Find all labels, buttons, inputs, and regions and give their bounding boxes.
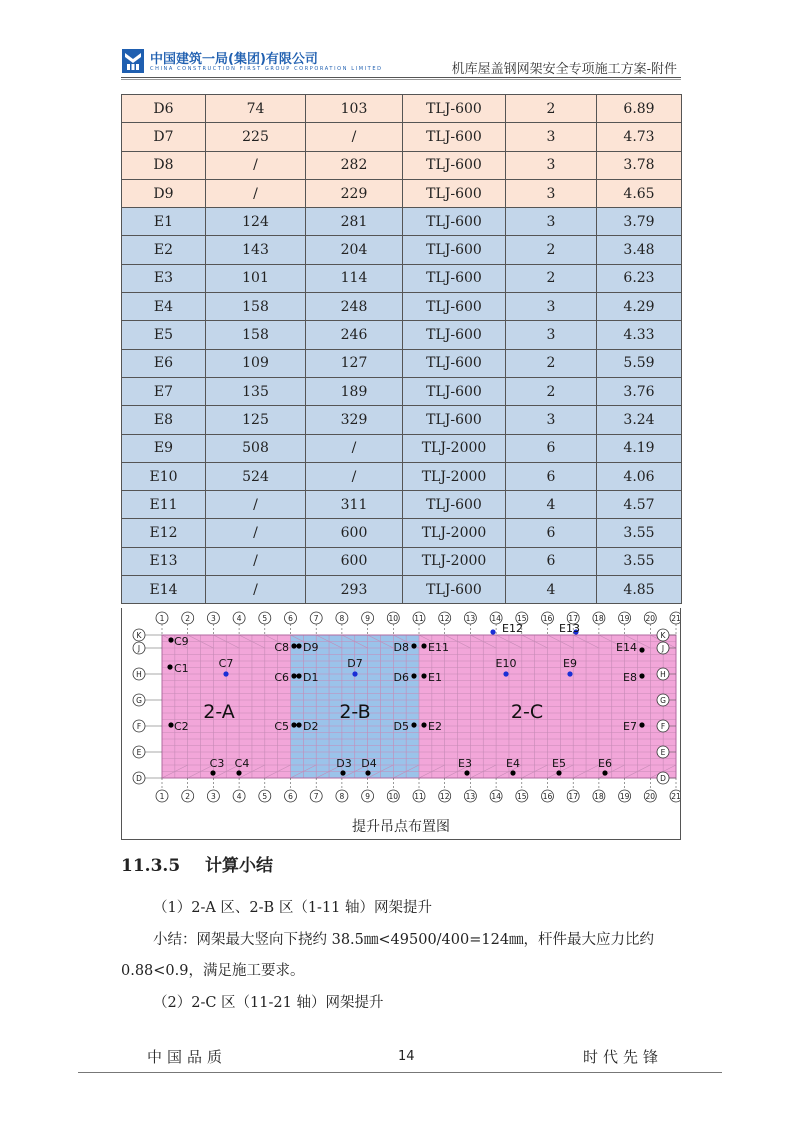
cell-point-id: D8 <box>122 151 206 179</box>
paragraph-summary-line2: 0.88<0.9，满足施工要求。 <box>121 963 305 979</box>
cell-point-id: E6 <box>122 349 206 377</box>
lift-point-marker <box>296 643 301 648</box>
cell-load-value-2: 229 <box>306 179 403 207</box>
footer-rule <box>78 1072 722 1073</box>
axis-letter-label: H <box>660 670 666 679</box>
cell-jack-model: TLJ-600 <box>403 208 506 236</box>
cell-point-id: E13 <box>122 547 206 575</box>
document-title: 机库屋盖钢网架安全专项施工方案-附件 <box>451 62 677 77</box>
lift-point-marker <box>296 722 301 727</box>
table-row <box>122 491 682 519</box>
table-row <box>122 179 682 207</box>
cell-load-value-2: 127 <box>306 349 403 377</box>
lift-point-marker <box>168 722 173 727</box>
lift-point-marker <box>365 770 370 775</box>
axis-number-label: 19 <box>619 792 630 801</box>
table-row <box>122 576 682 604</box>
cell-point-id: E3 <box>122 264 206 292</box>
cell-jack-count: 4 <box>506 491 597 519</box>
cell-jack-count: 6 <box>506 519 597 547</box>
lift-point-marker <box>168 637 173 642</box>
cell-load-value-1: 508 <box>206 434 306 462</box>
lift-point-label: D3 <box>336 757 352 770</box>
cell-load-value-1: 158 <box>206 293 306 321</box>
lift-point-label: C3 <box>209 757 225 770</box>
axis-letter-label: F <box>660 722 666 731</box>
footer-slogan-right: 时代先锋 <box>583 1048 664 1066</box>
lift-point-label: E10 <box>495 657 517 670</box>
lift-point-marker <box>556 770 561 775</box>
axis-number-label: 19 <box>619 614 630 623</box>
cell-load-value-2: 293 <box>306 576 403 604</box>
axis-number-label: 15 <box>517 614 527 623</box>
axis-letter-label: D <box>660 774 666 783</box>
lift-point-marker <box>639 722 644 727</box>
lift-point-label: D8 <box>393 641 409 654</box>
cell-load-value-1: 143 <box>206 236 306 264</box>
lift-point-marker <box>421 722 426 727</box>
axis-number-label: 10 <box>388 614 399 623</box>
axis-letter-label: D <box>136 774 142 783</box>
cell-point-id: E11 <box>122 491 206 519</box>
lift-point-label: D7 <box>347 657 363 670</box>
cell-load-value-1: / <box>206 519 306 547</box>
lift-point-marker <box>490 629 495 634</box>
lift-point-label: D9 <box>303 641 319 654</box>
cell-load-value-2: 600 <box>306 547 403 575</box>
axis-letter-label: J <box>137 644 141 653</box>
axis-letter-label: E <box>136 748 142 757</box>
lift-point-marker <box>352 671 357 676</box>
cell-jack-model: TLJ-2000 <box>403 434 506 462</box>
cell-load-value-2: 103 <box>306 95 403 123</box>
table-row <box>122 151 682 179</box>
cell-safety-ratio: 4.57 <box>597 491 682 519</box>
table-row <box>122 349 682 377</box>
header-rule <box>121 77 681 78</box>
lift-point-marker <box>411 643 416 648</box>
cell-load-value-1: / <box>206 179 306 207</box>
lift-point-label: E12 <box>502 622 523 635</box>
cell-point-id: D6 <box>122 95 206 123</box>
cell-load-value-2: 189 <box>306 377 403 405</box>
axis-number-label: 5 <box>262 614 268 623</box>
cell-safety-ratio: 4.29 <box>597 293 682 321</box>
lift-point-label: C6 <box>274 671 289 684</box>
table-row <box>122 208 682 236</box>
lift-point-label: E3 <box>458 757 472 770</box>
cell-safety-ratio: 5.59 <box>597 349 682 377</box>
cell-jack-count: 3 <box>506 151 597 179</box>
cell-load-value-2: 600 <box>306 519 403 547</box>
lift-point-marker <box>639 647 644 652</box>
cell-jack-model: TLJ-600 <box>403 377 506 405</box>
cell-jack-model: TLJ-2000 <box>403 547 506 575</box>
cell-point-id: E5 <box>122 321 206 349</box>
company-name-cn: 中国建筑一局(集团)有限公司 <box>150 52 318 67</box>
lift-point-marker <box>210 770 215 775</box>
lift-point-label: C2 <box>174 720 189 733</box>
axis-number-label: 9 <box>365 614 370 623</box>
lift-point-label: E14 <box>616 641 637 654</box>
cell-jack-count: 2 <box>506 377 597 405</box>
axis-number-label: 21 <box>671 792 680 801</box>
cell-safety-ratio: 4.73 <box>597 123 682 151</box>
lift-point-label: C8 <box>274 641 289 654</box>
table-row <box>122 519 682 547</box>
axis-number-label: 20 <box>645 614 656 623</box>
lift-point-label: D2 <box>303 720 319 733</box>
lift-point-label: C7 <box>218 657 234 670</box>
cell-safety-ratio: 3.24 <box>597 406 682 434</box>
cell-load-value-2: 246 <box>306 321 403 349</box>
cell-jack-count: 2 <box>506 236 597 264</box>
axis-number-label: 21 <box>671 614 680 623</box>
cell-load-value-2: 329 <box>306 406 403 434</box>
lift-point-label: E8 <box>623 671 637 684</box>
lift-point-marker <box>639 673 644 678</box>
cell-load-value-1: 74 <box>206 95 306 123</box>
cell-jack-model: TLJ-600 <box>403 406 506 434</box>
axis-number-label: 16 <box>542 614 553 623</box>
cell-jack-model: TLJ-600 <box>403 236 506 264</box>
cell-load-value-2: 281 <box>306 208 403 236</box>
cell-load-value-1: 225 <box>206 123 306 151</box>
lift-point-marker <box>503 671 508 676</box>
cell-point-id: D9 <box>122 179 206 207</box>
lift-point-label: E1 <box>428 671 442 684</box>
axis-number-label: 12 <box>439 614 450 623</box>
zone-label: 2-C <box>510 701 544 723</box>
axis-number-label: 10 <box>388 792 399 801</box>
lift-point-marker <box>340 770 345 775</box>
company-name-en: CHINA CONSTRUCTION FIRST GROUP CORPORATION LIMITED <box>150 66 383 72</box>
cell-jack-model: TLJ-600 <box>403 95 506 123</box>
cell-point-id: D7 <box>122 123 206 151</box>
cell-safety-ratio: 3.55 <box>597 519 682 547</box>
cell-jack-model: TLJ-2000 <box>403 519 506 547</box>
cell-point-id: E2 <box>122 236 206 264</box>
cell-jack-model: TLJ-600 <box>403 179 506 207</box>
cell-safety-ratio: 3.79 <box>597 208 682 236</box>
lift-point-marker <box>421 673 426 678</box>
cell-safety-ratio: 3.55 <box>597 547 682 575</box>
axis-number-label: 8 <box>339 792 345 801</box>
cell-safety-ratio: 3.76 <box>597 377 682 405</box>
cell-load-value-2: / <box>306 462 403 490</box>
axis-letter-label: E <box>660 748 666 757</box>
lift-point-marker <box>567 671 572 676</box>
lift-point-label: D5 <box>393 720 409 733</box>
axis-number-label: 13 <box>465 792 476 801</box>
table-row <box>122 434 682 462</box>
axis-number-label: 18 <box>594 792 604 801</box>
cell-load-value-2: 248 <box>306 293 403 321</box>
axis-number-label: 2 <box>185 614 191 623</box>
section-heading <box>121 851 273 876</box>
cell-jack-count: 6 <box>506 434 597 462</box>
axis-number-label: 2 <box>185 792 191 801</box>
axis-number-label: 1 <box>159 792 165 801</box>
diagram-caption: 提升吊点布置图 <box>352 819 450 835</box>
cell-jack-count: 6 <box>506 547 597 575</box>
cell-jack-count: 2 <box>506 95 597 123</box>
axis-number-label: 7 <box>313 614 319 623</box>
lift-point-label: E2 <box>428 720 442 733</box>
lift-point-label: E13 <box>559 622 580 635</box>
table-row <box>122 236 682 264</box>
paragraph-summary-line1: 小结：网架最大竖向下挠约 38.5㎜<49500/400=124㎜，杆件最大应力比约 <box>153 932 655 948</box>
cell-jack-model: TLJ-600 <box>403 151 506 179</box>
cell-safety-ratio: 4.85 <box>597 576 682 604</box>
axis-letter-label: F <box>136 722 142 731</box>
table-row <box>122 123 682 151</box>
axis-letter-label: H <box>136 670 142 679</box>
lift-point-label: C5 <box>274 720 289 733</box>
lift-point-marker <box>291 673 296 678</box>
lift-point-label: D4 <box>361 757 377 770</box>
lift-point-marker <box>421 643 426 648</box>
lift-point-marker <box>296 673 301 678</box>
axis-number-label: 3 <box>211 614 216 623</box>
cell-load-value-1: 135 <box>206 377 306 405</box>
axis-number-label: 14 <box>491 614 501 623</box>
cell-load-value-1: 101 <box>206 264 306 292</box>
lift-point-label: E5 <box>552 757 566 770</box>
axis-number-label: 14 <box>491 792 501 801</box>
cell-load-value-1: / <box>206 547 306 575</box>
cell-jack-model: TLJ-600 <box>403 576 506 604</box>
lift-point-marker <box>291 722 296 727</box>
axis-number-label: 13 <box>465 614 476 623</box>
cell-point-id: E7 <box>122 377 206 405</box>
cell-load-value-2: 311 <box>306 491 403 519</box>
table-row <box>122 95 682 123</box>
cell-safety-ratio: 4.19 <box>597 434 682 462</box>
cell-load-value-2: 282 <box>306 151 403 179</box>
cell-load-value-1: 125 <box>206 406 306 434</box>
zone-label: 2-B <box>339 701 371 723</box>
paragraph-zone-ab: （1）2-A 区、2-B 区（1-11 轴）网架提升 <box>153 900 433 916</box>
cell-jack-count: 4 <box>506 576 597 604</box>
axis-number-label: 16 <box>542 792 553 801</box>
cell-jack-model: TLJ-600 <box>403 321 506 349</box>
axis-number-label: 11 <box>414 614 424 623</box>
cell-point-id: E1 <box>122 208 206 236</box>
axis-number-label: 17 <box>568 792 578 801</box>
axis-number-label: 7 <box>313 792 319 801</box>
cell-load-value-1: / <box>206 151 306 179</box>
cell-load-value-1: 109 <box>206 349 306 377</box>
lift-point-marker <box>291 643 296 648</box>
table-row <box>122 547 682 575</box>
axis-number-label: 4 <box>236 792 242 801</box>
cell-point-id: E8 <box>122 406 206 434</box>
cell-load-value-2: 204 <box>306 236 403 264</box>
axis-number-label: 6 <box>288 614 293 623</box>
axis-number-label: 17 <box>568 614 578 623</box>
lift-point-layout-diagram <box>121 608 681 840</box>
table-row <box>122 406 682 434</box>
company-logo <box>122 49 144 73</box>
cell-safety-ratio: 4.06 <box>597 462 682 490</box>
axis-letter-label: K <box>660 631 666 640</box>
cell-jack-count: 3 <box>506 321 597 349</box>
cell-jack-model: TLJ-600 <box>403 349 506 377</box>
axis-number-label: 4 <box>236 614 242 623</box>
cell-safety-ratio: 6.89 <box>597 95 682 123</box>
lift-point-label: D1 <box>303 671 319 684</box>
cell-safety-ratio: 3.78 <box>597 151 682 179</box>
lift-point-label: C4 <box>234 757 250 770</box>
axis-number-label: 12 <box>439 792 450 801</box>
table-row <box>122 321 682 349</box>
cell-jack-model: TLJ-600 <box>403 123 506 151</box>
cell-safety-ratio: 6.23 <box>597 264 682 292</box>
footer-slogan-left: 中国品质 <box>147 1048 228 1066</box>
cell-load-value-1: 124 <box>206 208 306 236</box>
header-rule-thin <box>121 79 681 80</box>
table-row <box>122 377 682 405</box>
cell-jack-count: 3 <box>506 293 597 321</box>
lift-point-marker <box>464 770 469 775</box>
axis-number-label: 8 <box>339 614 345 623</box>
cell-jack-count: 3 <box>506 123 597 151</box>
lift-point-label: E6 <box>598 757 612 770</box>
axis-number-label: 9 <box>365 792 370 801</box>
zone-label: 2-A <box>203 701 235 723</box>
lift-point-label: E7 <box>623 720 637 733</box>
paragraph-zone-c: （2）2-C 区（11-21 轴）网架提升 <box>153 995 384 1011</box>
cell-safety-ratio: 4.33 <box>597 321 682 349</box>
cell-jack-count: 2 <box>506 264 597 292</box>
table-row <box>122 293 682 321</box>
cell-load-value-1: 158 <box>206 321 306 349</box>
section-title: 计算小结 <box>205 856 273 876</box>
axis-number-label: 15 <box>517 792 527 801</box>
cell-jack-count: 3 <box>506 208 597 236</box>
axis-number-label: 1 <box>159 614 165 623</box>
lift-point-label: E9 <box>563 657 577 670</box>
cell-jack-model: TLJ-600 <box>403 264 506 292</box>
cell-load-value-1: / <box>206 491 306 519</box>
lift-point-marker <box>167 664 172 669</box>
axis-number-label: 5 <box>262 792 268 801</box>
page-number: 14 <box>398 1049 415 1064</box>
cell-point-id: E10 <box>122 462 206 490</box>
cell-load-value-2: 114 <box>306 264 403 292</box>
table-row <box>122 462 682 490</box>
cell-load-value-2: / <box>306 434 403 462</box>
cell-load-value-2: / <box>306 123 403 151</box>
cell-point-id: E4 <box>122 293 206 321</box>
cell-safety-ratio: 4.65 <box>597 179 682 207</box>
cell-point-id: E14 <box>122 576 206 604</box>
section-number: 11.3.5 <box>121 856 181 876</box>
axis-letter-label: K <box>136 631 142 640</box>
axis-number-label: 11 <box>414 792 424 801</box>
lift-point-marker <box>411 722 416 727</box>
lift-point-marker <box>510 770 515 775</box>
axis-letter-label: G <box>660 696 666 705</box>
lift-point-label: E4 <box>506 757 520 770</box>
lift-point-label: E11 <box>428 641 449 654</box>
lift-point-label: C9 <box>174 635 189 648</box>
lift-point-marker <box>602 770 607 775</box>
lift-point-marker <box>411 673 416 678</box>
cell-point-id: E9 <box>122 434 206 462</box>
lift-point-marker <box>236 770 241 775</box>
cell-jack-model: TLJ-2000 <box>403 462 506 490</box>
cell-jack-model: TLJ-600 <box>403 293 506 321</box>
cell-load-value-1: / <box>206 576 306 604</box>
axis-letter-label: J <box>661 644 665 653</box>
lift-point-label: D6 <box>393 671 409 684</box>
layout-plan-svg <box>122 608 680 840</box>
axis-number-label: 20 <box>645 792 656 801</box>
cell-jack-count: 6 <box>506 462 597 490</box>
cell-point-id: E12 <box>122 519 206 547</box>
lift-point-table <box>121 94 682 604</box>
cell-jack-count: 2 <box>506 349 597 377</box>
axis-letter-label: G <box>136 696 142 705</box>
axis-number-label: 18 <box>594 614 604 623</box>
cell-jack-count: 3 <box>506 179 597 207</box>
lift-point-marker <box>223 671 228 676</box>
cell-safety-ratio: 3.48 <box>597 236 682 264</box>
cell-jack-model: TLJ-600 <box>403 491 506 519</box>
table-row <box>122 264 682 292</box>
lift-point-label: C1 <box>174 662 189 675</box>
cell-load-value-1: 524 <box>206 462 306 490</box>
cell-jack-count: 3 <box>506 406 597 434</box>
axis-number-label: 6 <box>288 792 293 801</box>
axis-number-label: 3 <box>211 792 216 801</box>
